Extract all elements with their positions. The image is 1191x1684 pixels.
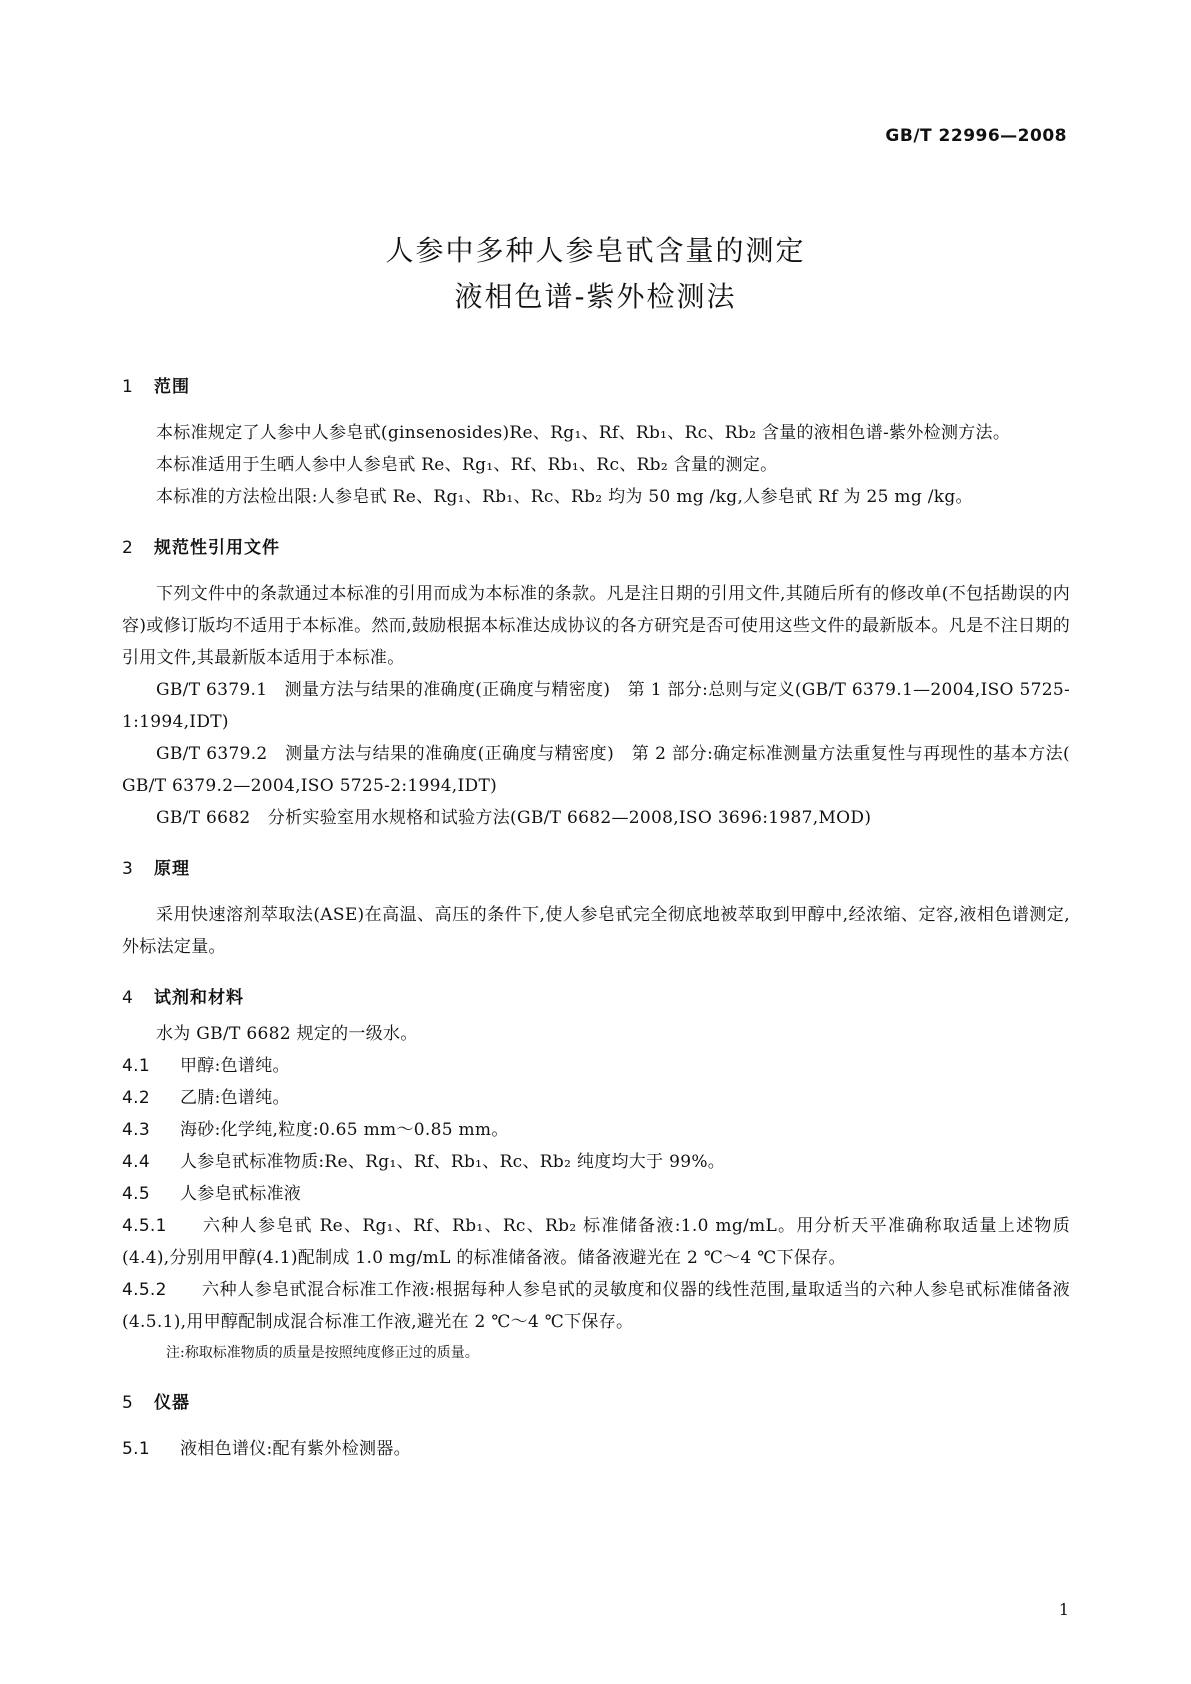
clause-text: 六种人参皂甙混合标准工作液:根据每种人参皂甙的灵敏度和仪器的线性范围,量取适当的六种人参皂甙标准储备液(4.5.1),用甲醇配制成混合标准工作液,避光在 2 ℃～4 ℃下保存。 — [122, 1280, 1070, 1332]
clause-4-5-1 — [122, 1210, 1070, 1274]
paragraph: 本标准规定了人参中人参皂甙(ginsenosides)Re、Rg₁、Rf、Rb₁、Rc、Rb₂ 含量的液相色谱-紫外检测方法。 — [156, 423, 1011, 443]
section-title: 仪器 — [154, 1393, 190, 1413]
clause-text: 人参皂甙标准物质:Re、Rg₁、Rf、Rb₁、Rc、Rb₂ 纯度均大于 99%。 — [180, 1152, 726, 1172]
reference-entry: GB/T 6682 分析实验室用水规格和试验方法(GB/T 6682—2008,ISO 3696:1987,MOD) — [156, 808, 872, 828]
clause-text: 液相色谱仪:配有紫外检测器。 — [180, 1439, 411, 1459]
clause-4-3 — [122, 1114, 1070, 1146]
clause-number: 4.5 — [122, 1184, 150, 1204]
clause-number: 4.5.2 — [122, 1280, 167, 1300]
clause-5-1 — [122, 1433, 1070, 1465]
paragraph: 采用快速溶剂萃取法(ASE)在高温、高压的条件下,使人参皂甙完全彻底地被萃取到甲醇中,经浓缩、定容,液相色谱测定,外标法定量。 — [122, 905, 1070, 957]
section-title: 规范性引用文件 — [154, 538, 280, 558]
clause-4-5 — [122, 1178, 1070, 1210]
section-number: 4 — [122, 988, 134, 1008]
section-heading-5 — [122, 1388, 1070, 1413]
clause-4-1 — [122, 1050, 1070, 1082]
document-body — [122, 372, 1070, 1465]
section-number: 3 — [122, 859, 134, 879]
section-heading-4 — [122, 983, 1070, 1008]
clause-number: 4.5.1 — [122, 1216, 167, 1236]
clause-text: 六种人参皂甙 Re、Rg₁、Rf、Rb₁、Rc、Rb₂ 标准储备液:1.0 mg/mL。用分析天平准确称取适量上述物质(4.4),分别用甲醇(4.1)配制成 1.0 mg/mL 的标准储备液。储备液避光在 2 ℃～4 ℃下保存。 — [122, 1216, 1070, 1268]
clause-4-4 — [122, 1146, 1070, 1178]
paragraph: 本标准的方法检出限:人参皂甙 Re、Rg₁、Rb₁、Rc、Rb₂ 均为 50 mg /kg,人参皂甙 Rf 为 25 mg /kg。 — [156, 487, 973, 507]
clause-text: 海砂:化学纯,粒度:0.65 mm～0.85 mm。 — [180, 1120, 509, 1140]
clause-4-2 — [122, 1082, 1070, 1114]
clause-4-5-2 — [122, 1274, 1070, 1338]
clause-number: 4.2 — [122, 1088, 150, 1108]
section-heading-3 — [122, 854, 1070, 879]
paragraph: 本标准适用于生晒人参中人参皂甙 Re、Rg₁、Rf、Rb₁、Rc、Rb₂ 含量的测定。 — [156, 455, 778, 475]
clause-text: 乙腈:色谱纯。 — [180, 1088, 290, 1108]
note: 注:称取标准物质的质量是按照纯度修正过的质量。 — [166, 1345, 479, 1361]
section-number: 1 — [122, 377, 134, 397]
section-title: 原理 — [154, 859, 190, 879]
section-title: 试剂和材料 — [154, 988, 244, 1008]
clause-number: 4.3 — [122, 1120, 150, 1140]
section-title: 范围 — [154, 377, 190, 397]
clause-number: 4.4 — [122, 1152, 150, 1172]
paragraph: 水为 GB/T 6682 规定的一级水。 — [156, 1024, 418, 1044]
paragraph: 下列文件中的条款通过本标准的引用而成为本标准的条款。凡是注日期的引用文件,其随后所有的修改单(不包括勘误的内容)或修订版均不适用于本标准。然而,鼓励根据本标准达成协议的各方研究是否可使用这些文件的最新版本。凡是不注日期的引用文件,其最新版本适用于本标准。 — [122, 584, 1070, 668]
section-heading-2 — [122, 533, 1070, 558]
standard-code: GB/T 22996—2008 — [885, 126, 1067, 146]
document-title — [0, 228, 1191, 320]
title-line-1: 人参中多种人参皂甙含量的测定 — [385, 234, 806, 267]
page-number: 1 — [1058, 1600, 1069, 1619]
clause-number: 5.1 — [122, 1439, 150, 1459]
section-number: 5 — [122, 1393, 134, 1413]
title-line-2: 液相色谱-紫外检测法 — [454, 280, 737, 313]
section-heading-1 — [122, 372, 1070, 397]
section-number: 2 — [122, 538, 134, 558]
reference-entry: GB/T 6379.2 测量方法与结果的准确度(正确度与精密度) 第 2 部分:确定标准测量方法重复性与再现性的基本方法( GB/T 6379.2—2004,ISO 5725-2:1994,IDT) — [122, 744, 1070, 796]
clause-text: 甲醇:色谱纯。 — [180, 1056, 290, 1076]
clause-number: 4.1 — [122, 1056, 150, 1076]
reference-entry: GB/T 6379.1 测量方法与结果的准确度(正确度与精密度) 第 1 部分:总则与定义(GB/T 6379.1—2004,ISO 5725-1:1994,IDT) — [122, 680, 1070, 732]
clause-text: 人参皂甙标准液 — [180, 1184, 302, 1204]
